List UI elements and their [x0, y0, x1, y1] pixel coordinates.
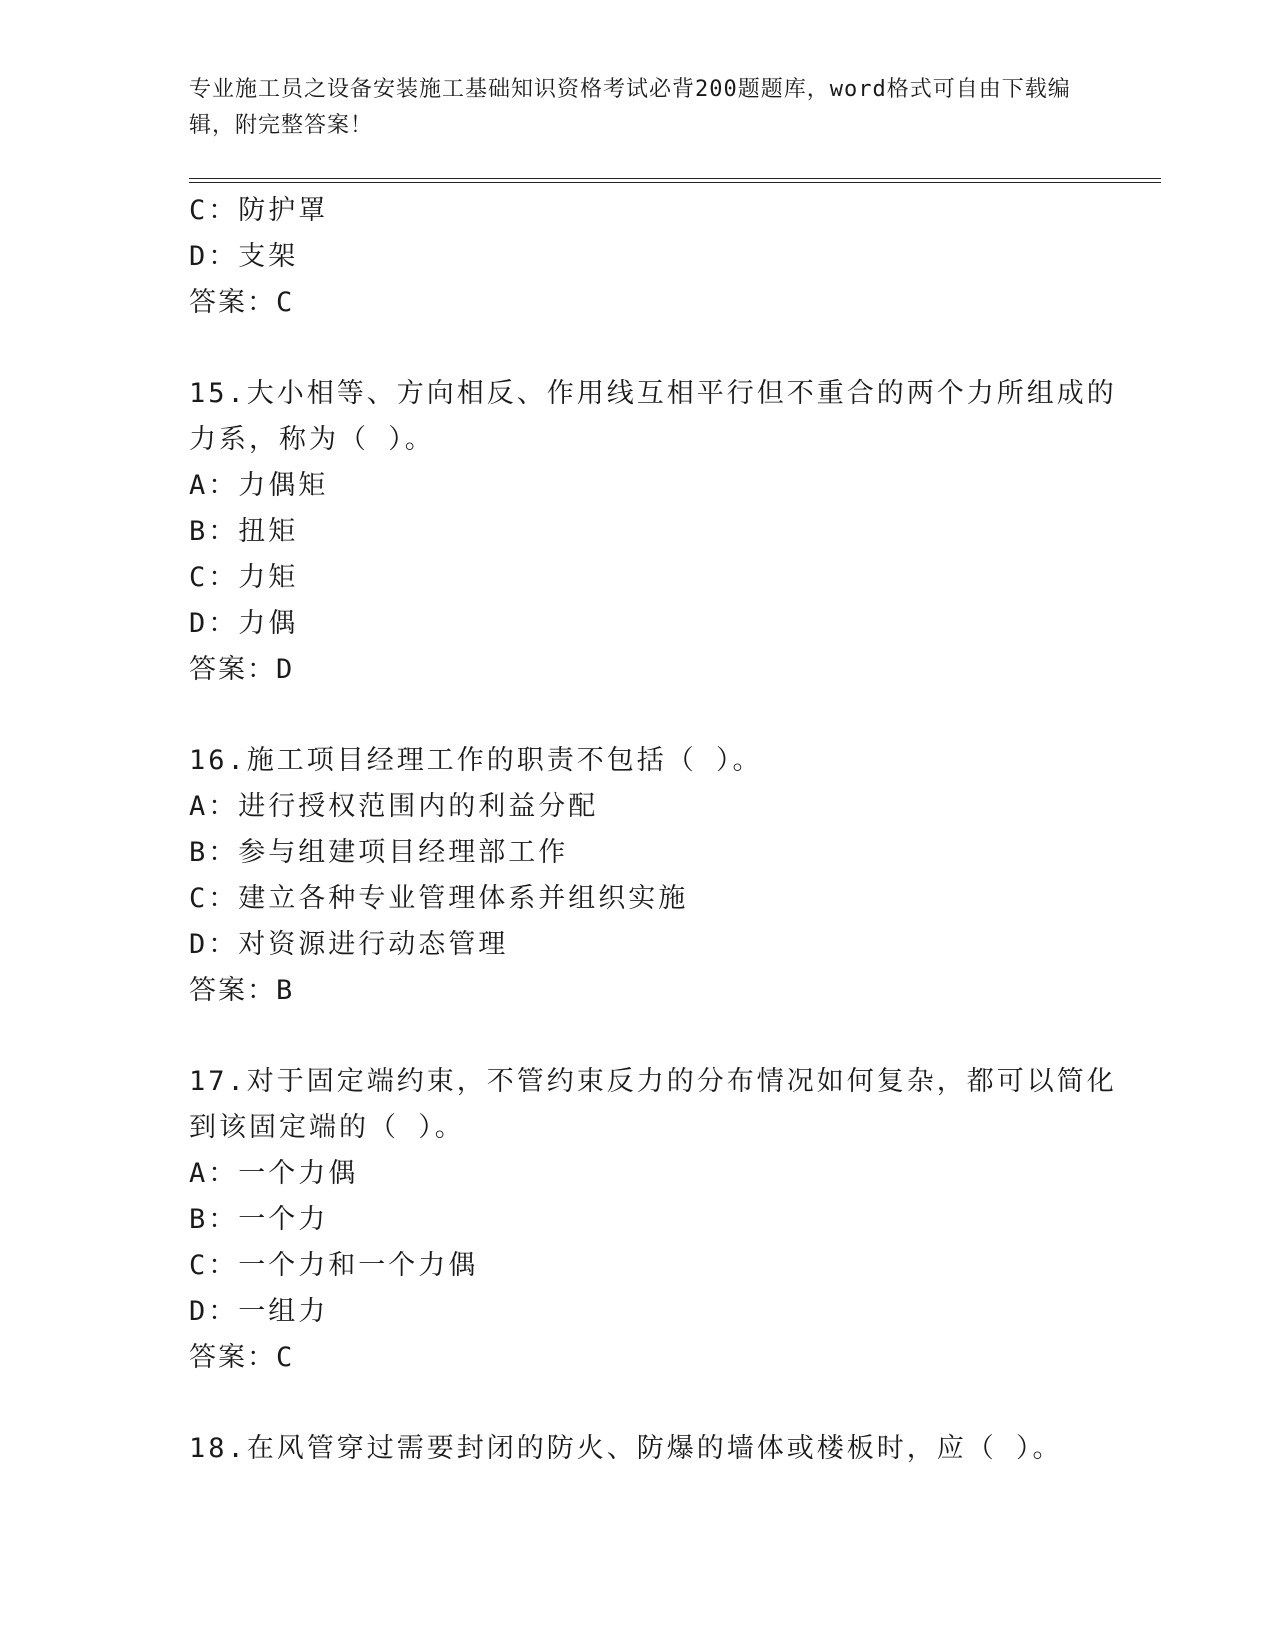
spacer: [189, 1381, 1089, 1426]
option-d: D：支架: [189, 241, 299, 272]
question-stem-continued: 力系，称为（ ）。: [189, 424, 435, 455]
spacer: [189, 1014, 1089, 1059]
option-c: C：一个力和一个力偶: [189, 1250, 479, 1281]
option-c: C：防护罩: [189, 195, 329, 226]
question-stem: 18.在风管穿过需要封闭的防火、防爆的墙体或楼板时，应（ ）。: [189, 1433, 1063, 1464]
carryover-block: [189, 188, 1089, 326]
option-a: A：一个力偶: [189, 1158, 359, 1189]
question-stem: 16.施工项目经理工作的职责不包括（ ）。: [189, 745, 763, 776]
question-17: [189, 1059, 1117, 1381]
option-b: B：参与组建项目经理部工作: [189, 837, 569, 868]
question-stem-continued: 到该固定端的（ ）。: [189, 1112, 465, 1143]
answer-line: 答案：D: [189, 654, 295, 685]
spacer: [189, 326, 1089, 371]
option-d: D：一组力: [189, 1296, 329, 1327]
option-c: C：力矩: [189, 562, 299, 593]
answer-line: 答案：B: [189, 975, 295, 1006]
question-list: [189, 188, 1117, 1472]
option-c: C：建立各种专业管理体系并组织实施: [189, 883, 689, 914]
question-18: [189, 1426, 1089, 1472]
answer-line: 答案：C: [189, 1342, 295, 1373]
header-divider-top: [189, 178, 1161, 179]
option-d: D：力偶: [189, 608, 299, 639]
question-15: [189, 371, 1117, 693]
question-stem: 15.大小相等、方向相反、作用线互相平行但不重合的两个力所组成的: [189, 378, 1117, 409]
option-b: B：扭矩: [189, 516, 299, 547]
answer-line: 答案：C: [189, 287, 295, 318]
question-16: [189, 738, 1089, 1014]
option-a: A：力偶矩: [189, 470, 329, 501]
header-divider-bottom: [189, 182, 1161, 183]
document-header: [189, 72, 1089, 144]
question-stem: 17.对于固定端约束，不管约束反力的分布情况如何复杂，都可以简化: [189, 1066, 1117, 1097]
option-b: B：一个力: [189, 1204, 329, 1235]
spacer: [189, 693, 1089, 738]
option-d: D：对资源进行动态管理: [189, 929, 509, 960]
option-a: A：进行授权范围内的利益分配: [189, 791, 599, 822]
document-title: 专业施工员之设备安装施工基础知识资格考试必背200题题库，word格式可自由下载编辑，附完整答案！: [189, 77, 1071, 138]
